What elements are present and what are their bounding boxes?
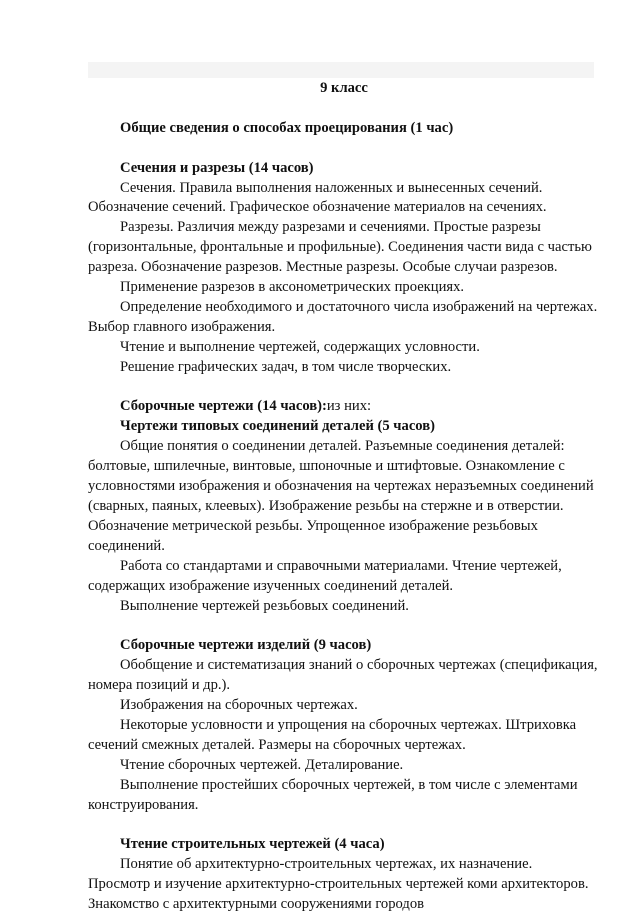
section-heading-construction: Чтение строительных чертежей (4 часа) bbox=[120, 836, 385, 853]
paragraph: Понятие об архитектурно-строительных чертежах, их назначение. Просмотр и изучение архитектурно-строительных чертежей коми архитекторов. Знакомство с архитектурными сооружениями городов bbox=[88, 856, 589, 913]
section-heading-projection: Общие сведения о способах проецирования (1 час) bbox=[120, 119, 454, 136]
paragraph: Сечения. Правила выполнения наложенных и вынесенных сечений. Обозначение сечений. Графическое обозначение материалов на сечениях. bbox=[88, 179, 547, 216]
paragraph: Обобщение и систематизация знаний о сборочных чертежах (спецификация, номера позиций и др.). bbox=[88, 657, 598, 694]
section-heading-sections: Сечения и разрезы (14 часов) bbox=[120, 159, 314, 176]
paragraph: Работа со стандартами и справочными материалами. Чтение чертежей, содержащих изображение изученных соединений деталей. bbox=[88, 557, 562, 594]
paragraph: Выполнение чертежей резьбовых соединений. bbox=[120, 597, 409, 614]
paragraph: Некоторые условности и упрощения на сборочных чертежах. Штриховка сечений смежных деталей. Размеры на сборочных чертежах. bbox=[88, 716, 577, 753]
paragraph: Применение разрезов в аксонометрических проекциях. bbox=[120, 279, 465, 296]
header-band bbox=[88, 62, 594, 78]
paragraph: Выполнение простейших сборочных чертежей, в том числе с элементами конструирования. bbox=[88, 776, 578, 813]
paragraph: Решение графических задач, в том числе творческих. bbox=[120, 358, 452, 375]
paragraph: Общие понятия о соединении деталей. Разъемные соединения деталей: болтовые, шпилечные, винтовые, шпоночные и штифтовые. Ознакомление с условностями изображения и обозначения на чертежах неразъемных соединений (сварных, паяных, клеевых). Изображение резьбы на стержне и в отверстии. Обозначение метрической резьбы. Упрощенное изображение резьбовых соединений. bbox=[88, 438, 594, 554]
paragraph: Чтение сборочных чертежей. Деталирование. bbox=[120, 756, 404, 773]
page-title: 9 класс bbox=[320, 80, 368, 96]
paragraph: Разрезы. Различия между разрезами и сечениями. Простые разрезы (горизонтальные, фронтальные и профильные). Соединения части вида с частью разреза. Обозначение разрезов. Местные разрезы. Особые случаи разрезов. bbox=[88, 219, 592, 276]
section-heading-assembly-products: Сборочные чертежи изделий (9 часов) bbox=[120, 637, 372, 654]
section-heading-assembly: Сборочные чертежи (14 часов):из них: bbox=[120, 398, 372, 415]
paragraph: Определение необходимого и достаточного числа изображений на чертежах. Выбор главного изображения. bbox=[88, 298, 598, 335]
subsection-heading-joints: Чертежи типовых соединений деталей (5 часов) bbox=[120, 418, 435, 435]
document-body bbox=[88, 79, 598, 915]
paragraph: Изображения на сборочных чертежах. bbox=[120, 697, 358, 714]
paragraph: Чтение и выполнение чертежей, содержащих условности. bbox=[120, 338, 480, 355]
